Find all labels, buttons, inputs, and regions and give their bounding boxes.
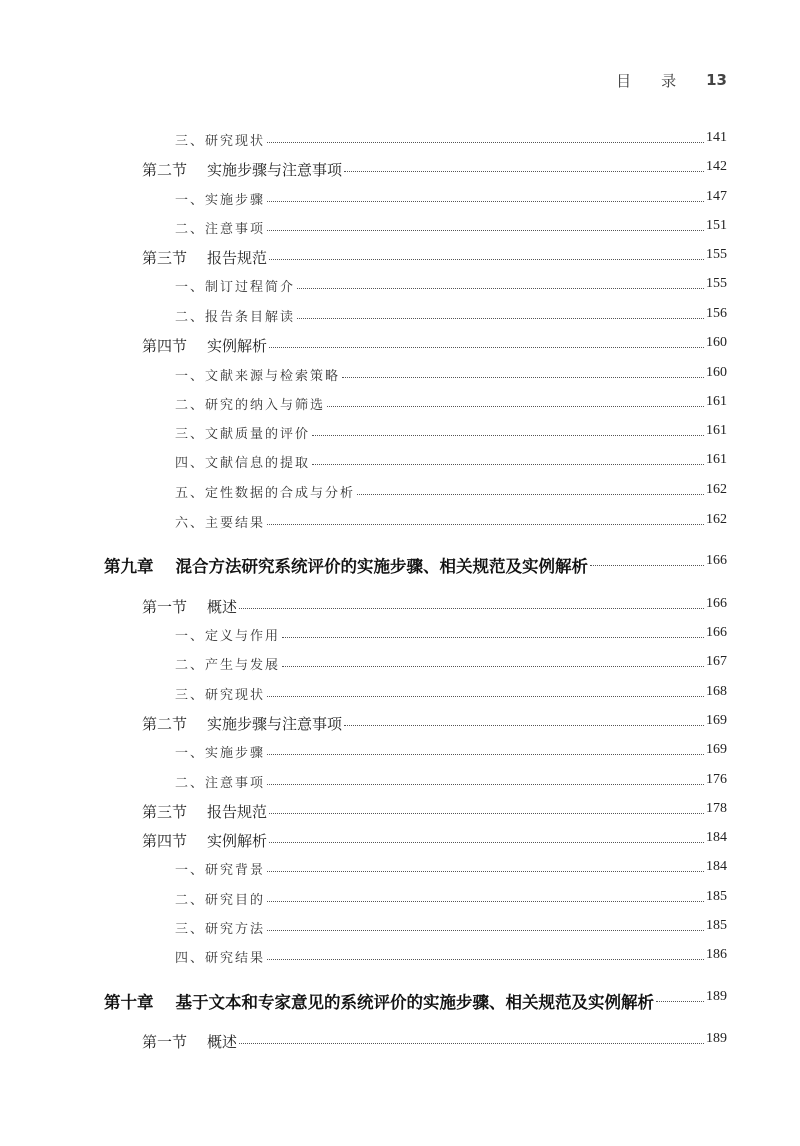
toc-subsection-entry[interactable] (0, 421, 800, 443)
dot-leader (267, 201, 704, 202)
entry-title: 三、文献质量的评价 (175, 427, 311, 442)
entry-title: 报告规范 (207, 803, 268, 821)
entry-number: 第三节 (142, 249, 188, 267)
toc-subsection-entry[interactable] (0, 857, 800, 879)
dot-leader (357, 494, 704, 495)
toc-section-entry[interactable] (0, 1029, 800, 1051)
entry-title: 一、研究背景 (175, 863, 266, 878)
dot-leader (267, 524, 704, 525)
toc-subsection-entry[interactable] (0, 274, 800, 296)
dot-leader (267, 784, 704, 785)
entry-title: 二、报告条目解读 (175, 310, 296, 325)
entry-number: 第四节 (142, 337, 188, 355)
dot-leader (656, 1001, 704, 1002)
entry-page-number: 141 (706, 130, 727, 145)
entry-title: 一、实施步骤 (175, 746, 266, 761)
toc-subsection-entry[interactable] (0, 887, 800, 909)
entry-title: 二、研究的纳入与筛选 (175, 398, 326, 413)
entry-title: 五、定性数据的合成与分析 (175, 486, 356, 501)
entry-title: 报告规范 (207, 249, 268, 267)
entry-heading (175, 482, 355, 501)
entry-page-number: 189 (706, 989, 727, 1004)
entry-heading (175, 423, 310, 442)
entry-number: 第三节 (142, 803, 188, 821)
entry-title: 三、研究现状 (175, 688, 266, 703)
entry-title: 混合方法研究系统评价的实施步骤、相关规范及实例解析 (175, 557, 588, 576)
dot-leader (297, 318, 704, 319)
dot-leader (269, 842, 704, 843)
toc-subsection-entry[interactable] (0, 392, 800, 414)
entry-page-number: 156 (706, 306, 727, 321)
entry-title: 概述 (207, 598, 238, 616)
entry-heading (175, 365, 340, 384)
entry-page-number: 161 (706, 423, 727, 438)
toc-subsection-entry[interactable] (0, 480, 800, 502)
entry-heading (142, 1031, 237, 1052)
entry-page-number: 162 (706, 482, 727, 497)
entry-page-number: 168 (706, 684, 727, 699)
dot-leader (327, 406, 704, 407)
entry-title: 实施步骤与注意事项 (207, 161, 343, 179)
dot-leader (239, 1043, 704, 1044)
entry-page-number: 155 (706, 247, 727, 262)
header-title-part1: 目 (616, 71, 632, 90)
toc-section-entry[interactable] (0, 594, 800, 616)
entry-title: 三、研究方法 (175, 922, 266, 937)
entry-page-number: 166 (706, 553, 727, 568)
entry-title: 二、研究目的 (175, 893, 266, 908)
entry-number: 第一节 (142, 598, 188, 616)
entry-page-number: 186 (706, 947, 727, 962)
entry-heading (142, 830, 267, 851)
toc-chapter-entry[interactable] (0, 987, 800, 1012)
dot-leader (239, 608, 704, 609)
dot-leader (267, 930, 704, 931)
header-title-part2: 录 (661, 71, 677, 90)
entry-heading (142, 596, 237, 617)
entry-heading (142, 335, 267, 356)
entry-heading (175, 218, 265, 237)
dot-leader (267, 871, 704, 872)
entry-page-number: 142 (706, 159, 727, 174)
dot-leader (267, 696, 704, 697)
entry-title: 三、研究现状 (175, 134, 266, 149)
entry-title: 实例解析 (207, 337, 268, 355)
entry-title: 二、产生与发展 (175, 658, 281, 673)
entry-page-number: 161 (706, 452, 727, 467)
entry-title: 四、文献信息的提取 (175, 456, 311, 471)
toc-subsection-entry[interactable] (0, 304, 800, 326)
entry-number: 第九章 (104, 557, 154, 576)
entry-number: 第一节 (142, 1033, 188, 1051)
entry-heading (175, 306, 295, 325)
entry-heading (175, 859, 265, 878)
entry-page-number: 167 (706, 654, 727, 669)
dot-leader (312, 464, 704, 465)
toc-subsection-entry[interactable] (0, 187, 800, 209)
entry-heading (175, 512, 265, 531)
entry-heading (175, 189, 265, 208)
entry-heading (175, 947, 265, 966)
entry-title: 六、主要结果 (175, 516, 266, 531)
toc-section-entry[interactable] (0, 245, 800, 267)
entry-heading (175, 918, 265, 937)
dot-leader (267, 959, 704, 960)
entry-page-number: 184 (706, 859, 727, 874)
entry-heading (175, 772, 265, 791)
entry-title: 一、定义与作用 (175, 629, 281, 644)
dot-leader (282, 666, 704, 667)
toc-subsection-entry[interactable] (0, 363, 800, 385)
page-number: 13 (706, 71, 727, 89)
entry-heading (175, 394, 325, 413)
entry-heading (175, 276, 295, 295)
dot-leader (342, 377, 704, 378)
entry-number: 第二节 (142, 715, 188, 733)
entry-heading (175, 889, 265, 908)
entry-heading (142, 801, 267, 822)
entry-heading (104, 553, 588, 577)
dot-leader (312, 435, 704, 436)
entry-heading (175, 452, 310, 471)
dot-leader (269, 813, 704, 814)
entry-page-number: 160 (706, 335, 727, 350)
dot-leader (269, 347, 704, 348)
entry-heading (142, 159, 342, 180)
dot-leader (344, 725, 704, 726)
toc-section-entry[interactable] (0, 711, 800, 733)
toc-subsection-entry[interactable] (0, 682, 800, 704)
entry-title: 基于文本和专家意见的系统评价的实施步骤、相关规范及实例解析 (175, 993, 654, 1012)
toc-section-entry[interactable] (0, 157, 800, 179)
entry-number: 第四节 (142, 832, 188, 850)
entry-page-number: 176 (706, 772, 727, 787)
toc-subsection-entry[interactable] (0, 450, 800, 472)
toc-subsection-entry[interactable] (0, 945, 800, 967)
entry-page-number: 178 (706, 801, 727, 816)
dot-leader (590, 565, 704, 566)
toc-section-entry[interactable] (0, 799, 800, 821)
entry-page-number: 147 (706, 189, 727, 204)
entry-number: 第二节 (142, 161, 188, 179)
dot-leader (267, 754, 704, 755)
toc-subsection-entry[interactable] (0, 128, 800, 150)
dot-leader (267, 230, 704, 231)
entry-page-number: 185 (706, 918, 727, 933)
entry-title: 二、注意事项 (175, 222, 266, 237)
entry-heading (142, 713, 342, 734)
dot-leader (267, 901, 704, 902)
entry-title: 一、文献来源与检索策略 (175, 369, 341, 384)
toc-chapter-entry[interactable] (0, 551, 800, 576)
toc-subsection-entry[interactable] (0, 916, 800, 938)
entry-title: 二、注意事项 (175, 776, 266, 791)
running-header (616, 68, 727, 92)
entry-title: 实例解析 (207, 832, 268, 850)
toc-section-entry[interactable] (0, 828, 800, 850)
entry-page-number: 162 (706, 512, 727, 527)
entry-number: 第十章 (104, 993, 154, 1012)
entry-heading (175, 654, 280, 673)
entry-page-number: 155 (706, 276, 727, 291)
toc-subsection-entry[interactable] (0, 510, 800, 532)
entry-page-number: 189 (706, 1031, 727, 1046)
toc-subsection-entry[interactable] (0, 216, 800, 238)
toc-subsection-entry[interactable] (0, 740, 800, 762)
dot-leader (344, 171, 704, 172)
entry-heading (175, 684, 265, 703)
toc-subsection-entry[interactable] (0, 623, 800, 645)
entry-title: 实施步骤与注意事项 (207, 715, 343, 733)
entry-page-number: 161 (706, 394, 727, 409)
toc-subsection-entry[interactable] (0, 770, 800, 792)
entry-title: 四、研究结果 (175, 951, 266, 966)
entry-page-number: 166 (706, 625, 727, 640)
dot-leader (269, 259, 704, 260)
entry-page-number: 185 (706, 889, 727, 904)
toc-section-entry[interactable] (0, 333, 800, 355)
entry-page-number: 169 (706, 742, 727, 757)
entry-title: 概述 (207, 1033, 238, 1051)
entry-heading (142, 247, 267, 268)
entry-page-number: 151 (706, 218, 727, 233)
dot-leader (282, 637, 704, 638)
entry-heading (104, 989, 654, 1013)
entry-page-number: 184 (706, 830, 727, 845)
dot-leader (297, 288, 704, 289)
entry-title: 一、实施步骤 (175, 193, 266, 208)
entry-heading (175, 625, 280, 644)
entry-page-number: 166 (706, 596, 727, 611)
entry-page-number: 160 (706, 365, 727, 380)
entry-page-number: 169 (706, 713, 727, 728)
entry-heading (175, 130, 265, 149)
entry-heading (175, 742, 265, 761)
entry-title: 一、制订过程简介 (175, 280, 296, 295)
dot-leader (267, 142, 704, 143)
toc-subsection-entry[interactable] (0, 652, 800, 674)
